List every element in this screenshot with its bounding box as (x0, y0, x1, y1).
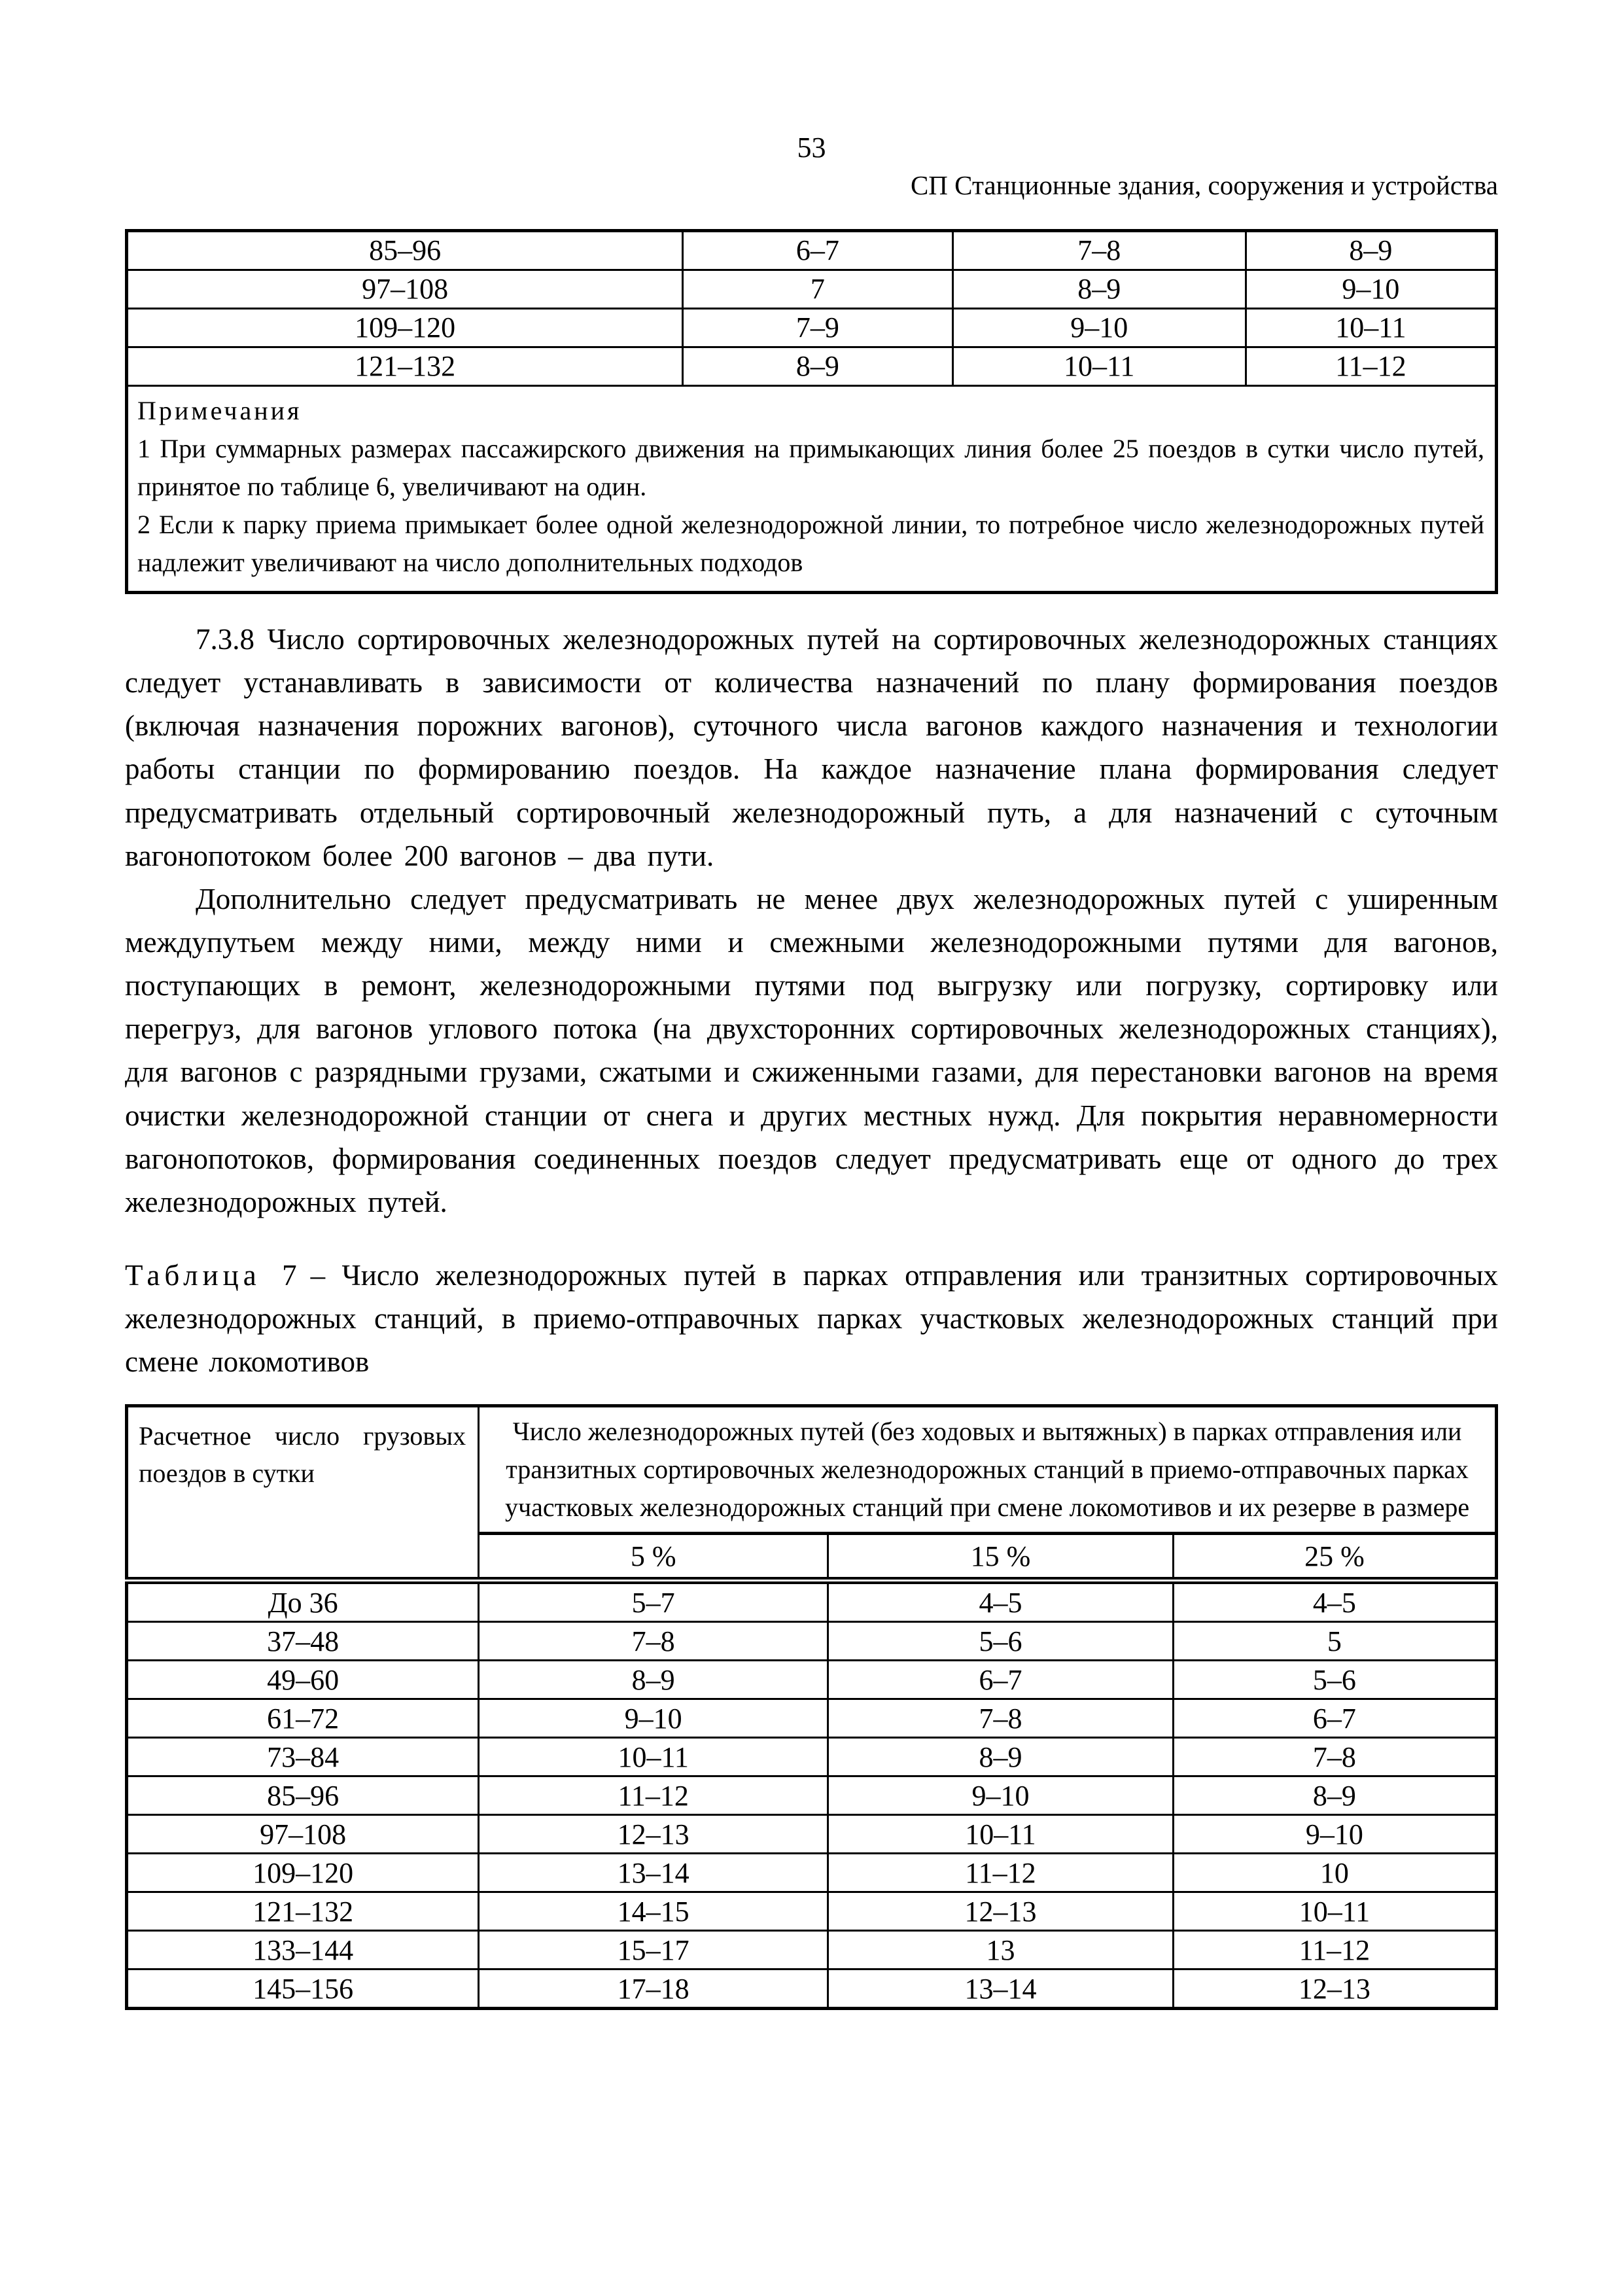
table-row (127, 347, 1497, 385)
cell: 11–12 (828, 1854, 1174, 1892)
cell: 9–10 (1246, 270, 1496, 308)
cell: 10 (1173, 1854, 1496, 1892)
cell: 13 (828, 1931, 1174, 1969)
table7-subheader-15: 15 % (828, 1534, 1174, 1581)
cell: 73–84 (127, 1738, 479, 1776)
cell: 5–6 (1173, 1661, 1496, 1699)
cell: 17–18 (479, 1969, 828, 2009)
cell: 12–13 (479, 1815, 828, 1854)
table-row (127, 230, 1497, 270)
table-row (127, 1581, 1497, 1622)
cell: 49–60 (127, 1661, 479, 1699)
cell: 10–11 (1173, 1892, 1496, 1931)
table7-caption (125, 1254, 1498, 1383)
running-header: СП Станционные здания, сооружения и устройства (910, 169, 1498, 200)
table-row (127, 1776, 1497, 1815)
cell: 145–156 (127, 1969, 479, 2009)
table-row (127, 1931, 1497, 1969)
cell: 12–13 (1173, 1969, 1496, 2009)
cell: 8–9 (1173, 1776, 1496, 1815)
table7-col1-header: Расчетное число грузовых поездов в сутки (127, 1406, 479, 1581)
cell: 14–15 (479, 1892, 828, 1931)
cell: 9–10 (1173, 1815, 1496, 1854)
cell: 9–10 (479, 1699, 828, 1738)
table7-subheader-5: 5 % (479, 1534, 828, 1581)
table7-header-row (127, 1406, 1497, 1534)
cell: 85–96 (127, 1776, 479, 1815)
cell: 85–96 (127, 230, 683, 270)
cell: 97–108 (127, 1815, 479, 1854)
cell: 97–108 (127, 270, 683, 308)
table-row (127, 270, 1497, 308)
table6-continuation (125, 229, 1498, 594)
table-row (127, 1854, 1497, 1892)
cell: 10–11 (952, 347, 1246, 385)
paragraph-7-3-8: 7.3.8 Число сортировочных железнодорожных путей на сортировочных железнодорожных станциях следует устанавливать в зависимости от количества назначений по плану формирования поездов (включая назначения порожних вагонов), суточного числа вагонов каждого назначения и технологии работы станции по формированию поездов. На каждое назначение плана формирования следует предусматривать отдельный сортировочный железнодорожный путь, а для назначений с суточным вагонопотоком более 200 вагонов – два пути. (125, 622, 1498, 872)
cell: 4–5 (1173, 1581, 1496, 1622)
cell: 7–8 (828, 1699, 1174, 1738)
cell: 9–10 (952, 308, 1246, 347)
table7-group-header: Число железнодорожных путей (без ходовых и вытяжных) в парках отправления или транзитных сортировочных железнодорожных станций в приемо-отправочных парках участковых железнодорожных станций при смене локомотивов и их резерве в размере (479, 1406, 1497, 1534)
cell: 11–12 (1173, 1931, 1496, 1969)
cell: До 36 (127, 1581, 479, 1622)
cell: 7–9 (683, 308, 953, 347)
cell: 7 (683, 270, 953, 308)
cell: 7–8 (1173, 1738, 1496, 1776)
cell: 10–11 (479, 1738, 828, 1776)
cell: 37–48 (127, 1622, 479, 1661)
table-notes (127, 385, 1497, 592)
paragraph-additional: Дополнительно следует предусматривать не менее двух железнодорожных путей с уширенным междупутьем между ними, между ними и смежными железнодорожными путями для вагонов, поступающих в ремонт, железнодорожными путями под выгрузку или погрузку, сортировку или перегруз, для вагонов углового потока (на двухсторонних сортировочных железнодорожных станциях), для вагонов с разрядными грузами, сжатыми и сжиженными газами, для перестановки вагонов на время очистки железнодорожной станции от снега и других местных нужд. Для покрытия неравномерности вагонопотоков, формирования соединенных поездов следует предусматривать еще от одного до трех железнодорожных путей. (125, 882, 1498, 1218)
cell: 7–8 (952, 230, 1246, 270)
cell: 11–12 (1246, 347, 1496, 385)
cell: 6–7 (683, 230, 953, 270)
cell: 5–6 (828, 1622, 1174, 1661)
cell: 12–13 (828, 1892, 1174, 1931)
cell: 11–12 (479, 1776, 828, 1815)
table-row (127, 1622, 1497, 1661)
cell: 121–132 (127, 347, 683, 385)
cell: 13–14 (828, 1969, 1174, 2009)
table-row (127, 1699, 1497, 1738)
cell: 5 (1173, 1622, 1496, 1661)
cell: 133–144 (127, 1931, 479, 1969)
cell: 7–8 (479, 1622, 828, 1661)
table-row (127, 1969, 1497, 2009)
cell: 8–9 (479, 1661, 828, 1699)
cell: 109–120 (127, 308, 683, 347)
table7-subheader-25: 25 % (1173, 1534, 1496, 1581)
table7-caption-text: – Число железнодорожных путей в парках отправления или транзитных сортировочных железнодорожных станций, в приемо-отправочных парках участковых железнодорожных станций при смене локомотивов (125, 1258, 1498, 1379)
table-row (127, 1738, 1497, 1776)
cell: 61–72 (127, 1699, 479, 1738)
table-row (127, 1892, 1497, 1931)
cell: 5–7 (479, 1581, 828, 1622)
cell: 10–11 (828, 1815, 1174, 1854)
table-notes-row (127, 385, 1497, 592)
cell: 121–132 (127, 1892, 479, 1931)
cell: 4–5 (828, 1581, 1174, 1622)
table-row (127, 1661, 1497, 1699)
cell: 6–7 (1173, 1699, 1496, 1738)
cell: 109–120 (127, 1854, 479, 1892)
cell: 15–17 (479, 1931, 828, 1969)
note-2: 2 Если к парку приема примыкает более одной железнодорожной линии, то потребное число железнодорожных путей надлежит увеличивают на число дополнительных подходов (137, 509, 1484, 577)
table-row (127, 308, 1497, 347)
cell: 9–10 (828, 1776, 1174, 1815)
cell: 6–7 (828, 1661, 1174, 1699)
cell: 8–9 (1246, 230, 1496, 270)
cell: 8–9 (828, 1738, 1174, 1776)
page-number: 53 (797, 132, 826, 164)
note-1: 1 При суммарных размерах пассажирского движения на примыкающих линия более 25 поездов в сутки число путей, принятое по таблице 6, увеличивают на один. (137, 433, 1484, 501)
cell: 8–9 (683, 347, 953, 385)
cell: 8–9 (952, 270, 1246, 308)
table7-caption-label: Таблица 7 (125, 1258, 302, 1292)
cell: 13–14 (479, 1854, 828, 1892)
table7 (125, 1404, 1498, 2010)
notes-title: Примечания (137, 395, 302, 425)
table-row (127, 1815, 1497, 1854)
cell: 10–11 (1246, 308, 1496, 347)
